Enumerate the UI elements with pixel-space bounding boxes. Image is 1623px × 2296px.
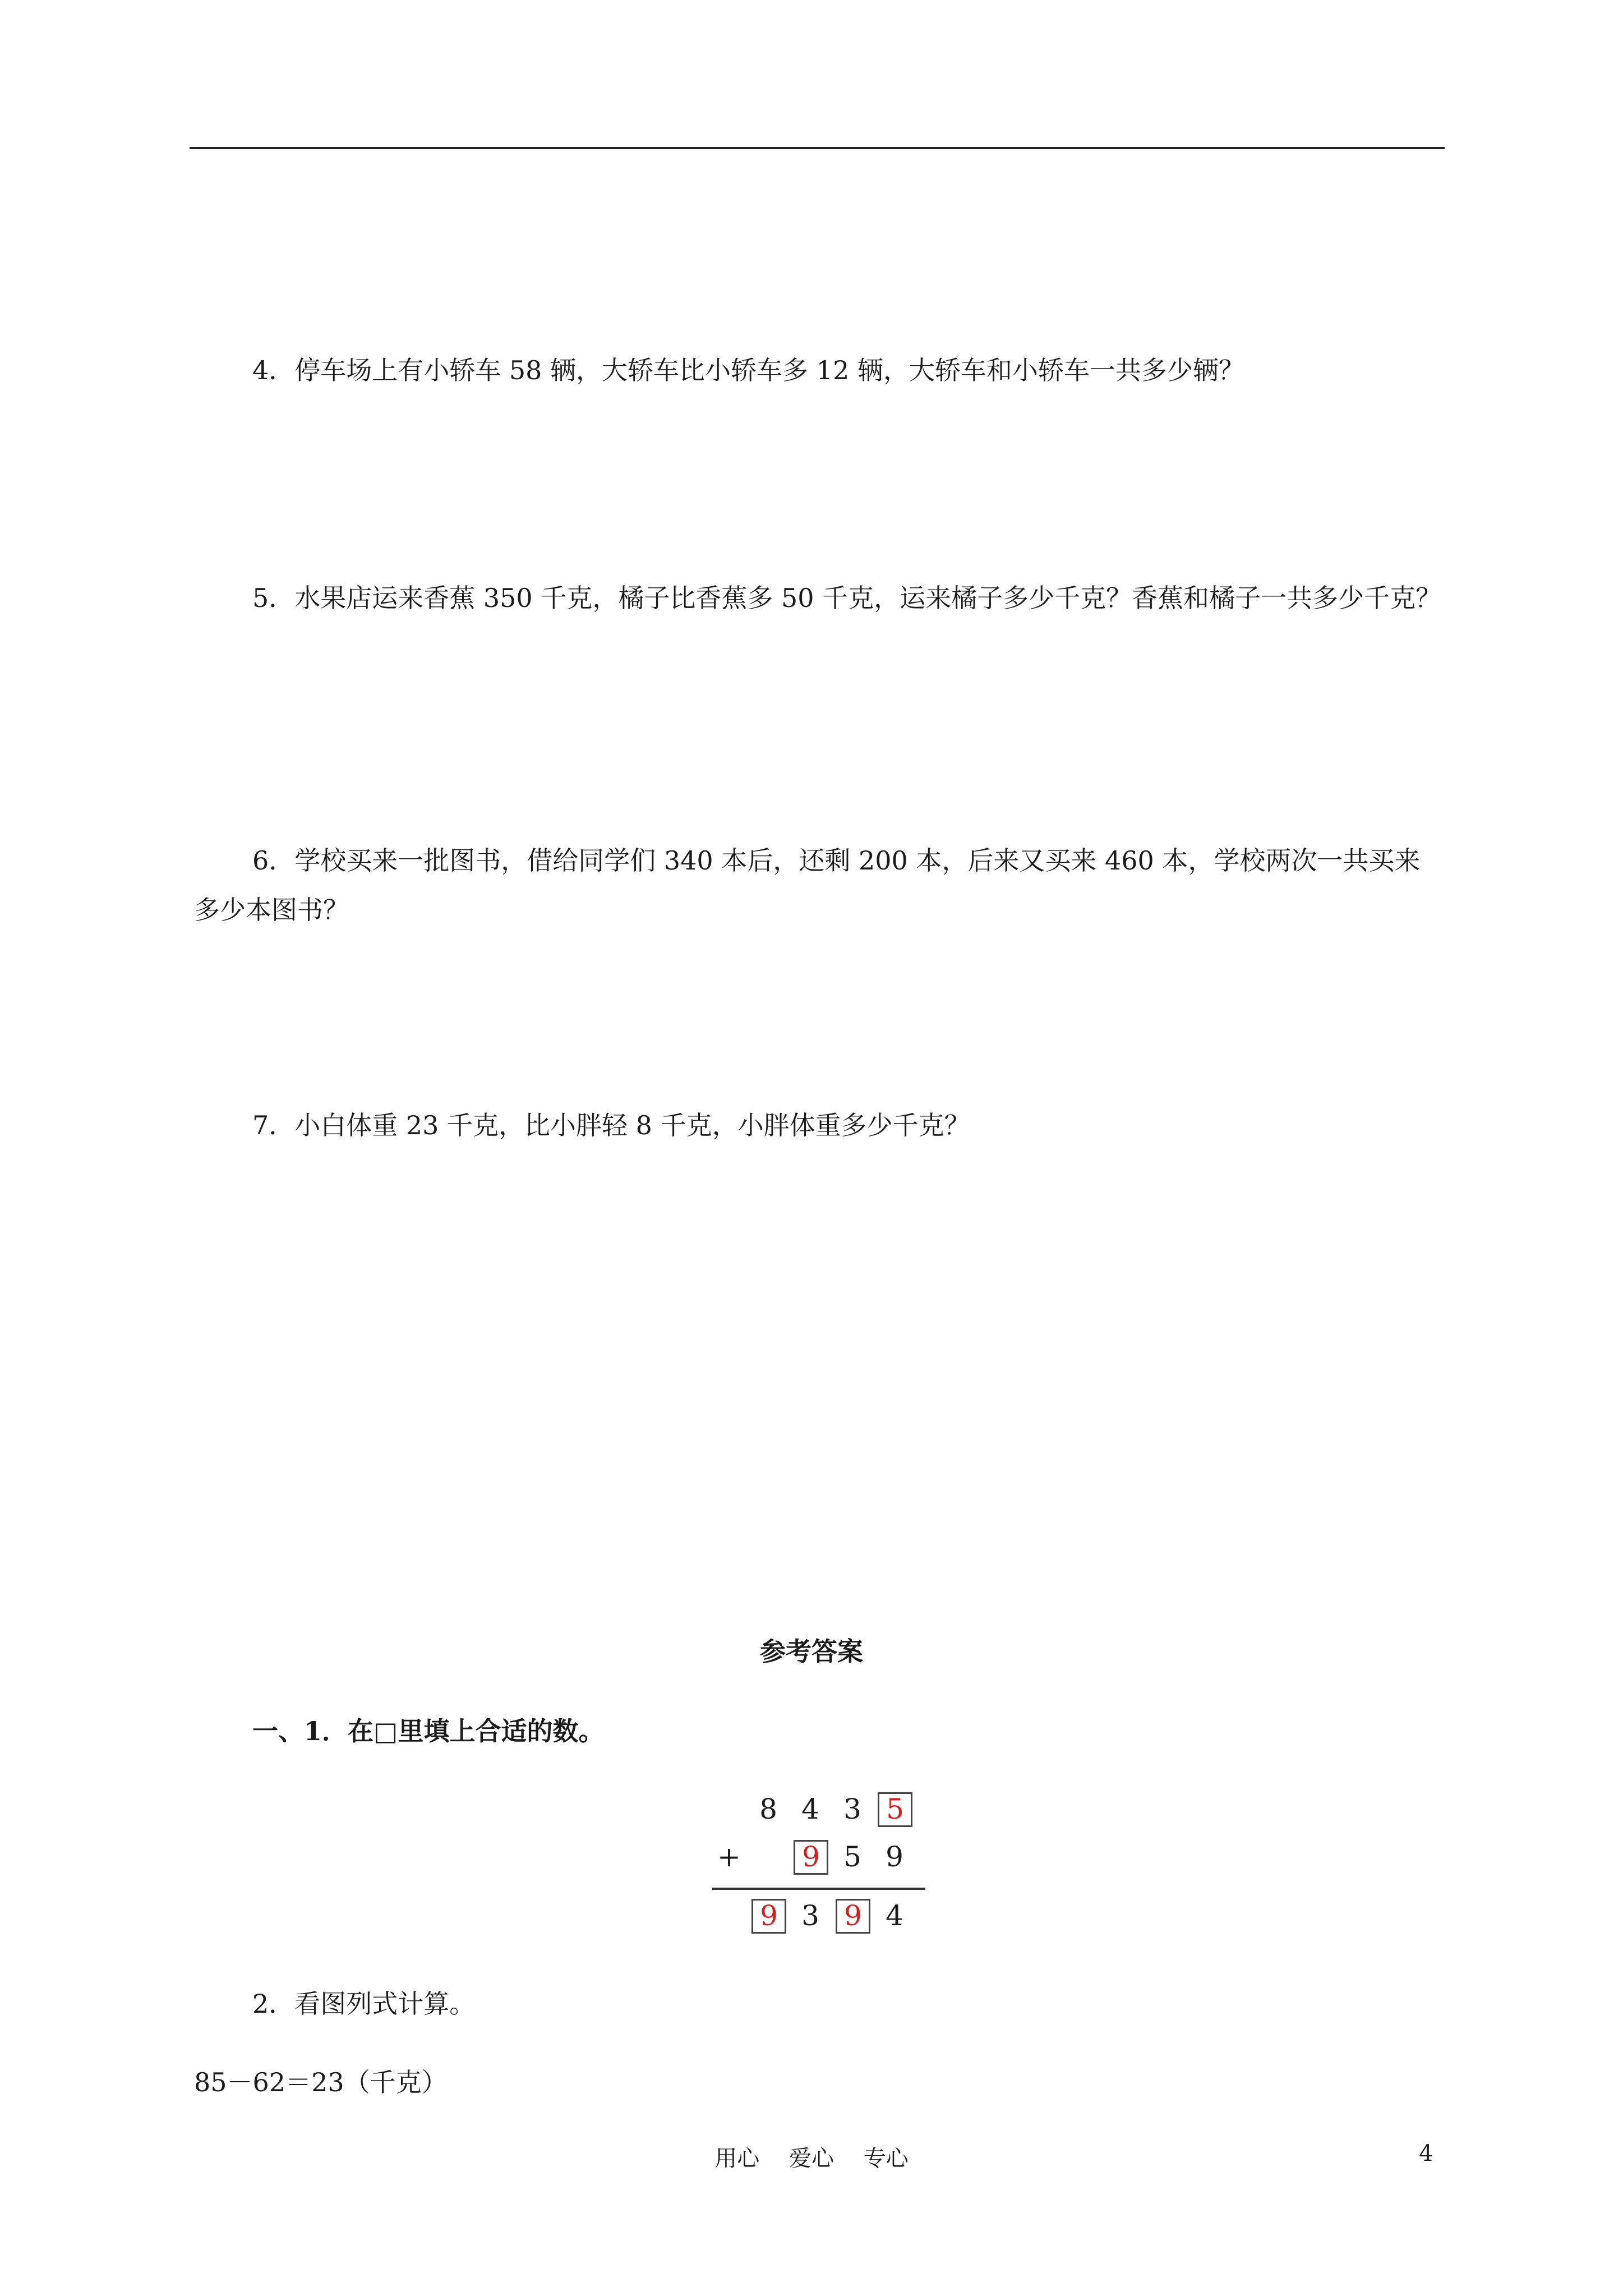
question-6	[194, 836, 1446, 935]
answers-title: 参考答案	[760, 1636, 863, 1667]
answer-box: 5	[878, 1792, 912, 1827]
question-number: 5．	[252, 583, 295, 613]
digit: 4	[801, 1793, 819, 1825]
vertical-addition	[695, 1792, 931, 1944]
question-number: 6．	[252, 845, 295, 876]
footer-slogan: 用心 爱心 专心	[714, 2146, 909, 2171]
answers-item-2: 2．看图列式计算。	[252, 1989, 476, 2019]
digit: 3	[801, 1899, 819, 1932]
question-text: 停车场上有小轿车 58 辆，大轿车比小轿车多 12 辆，大轿车和小轿车一共多少辆？	[294, 355, 1244, 385]
digit: 9	[886, 1841, 903, 1873]
digit: 5	[843, 1841, 861, 1873]
digit: 3	[843, 1793, 861, 1825]
answers-formula: 85－62＝23（千克）	[194, 2067, 448, 2097]
answer-box: 9	[836, 1899, 870, 1934]
question-text: 水果店运来香蕉 350 千克，橘子比香蕉多 50 千克，运来橘子多少千克？香蕉和橘子一共多少千克？	[294, 583, 1442, 613]
question-number: 4．	[252, 355, 295, 385]
answer-box: 9	[794, 1840, 828, 1875]
answer-box: 9	[751, 1899, 786, 1934]
header-rule	[190, 147, 1445, 149]
question-7	[194, 1101, 1446, 1150]
sum-line	[712, 1888, 925, 1890]
question-text: 小白体重 23 千克，比小胖轻 8 千克，小胖体重多少千克？	[294, 1110, 970, 1140]
question-text: 学校买来一批图书，借给同学们 340 本后，还剩 200 本，后来又买来 460 本，学校两次一共买来多少本图书？	[194, 845, 1421, 925]
plus-sign: +	[717, 1841, 741, 1873]
question-number: 7．	[252, 1110, 295, 1140]
digit: 8	[759, 1793, 777, 1825]
digit: 4	[886, 1899, 903, 1932]
question-5	[194, 573, 1446, 623]
answers-section-1: 一、1．在□里填上合适的数。	[252, 1716, 605, 1746]
page-number: 4	[1419, 2141, 1433, 2166]
question-4	[194, 346, 1446, 395]
